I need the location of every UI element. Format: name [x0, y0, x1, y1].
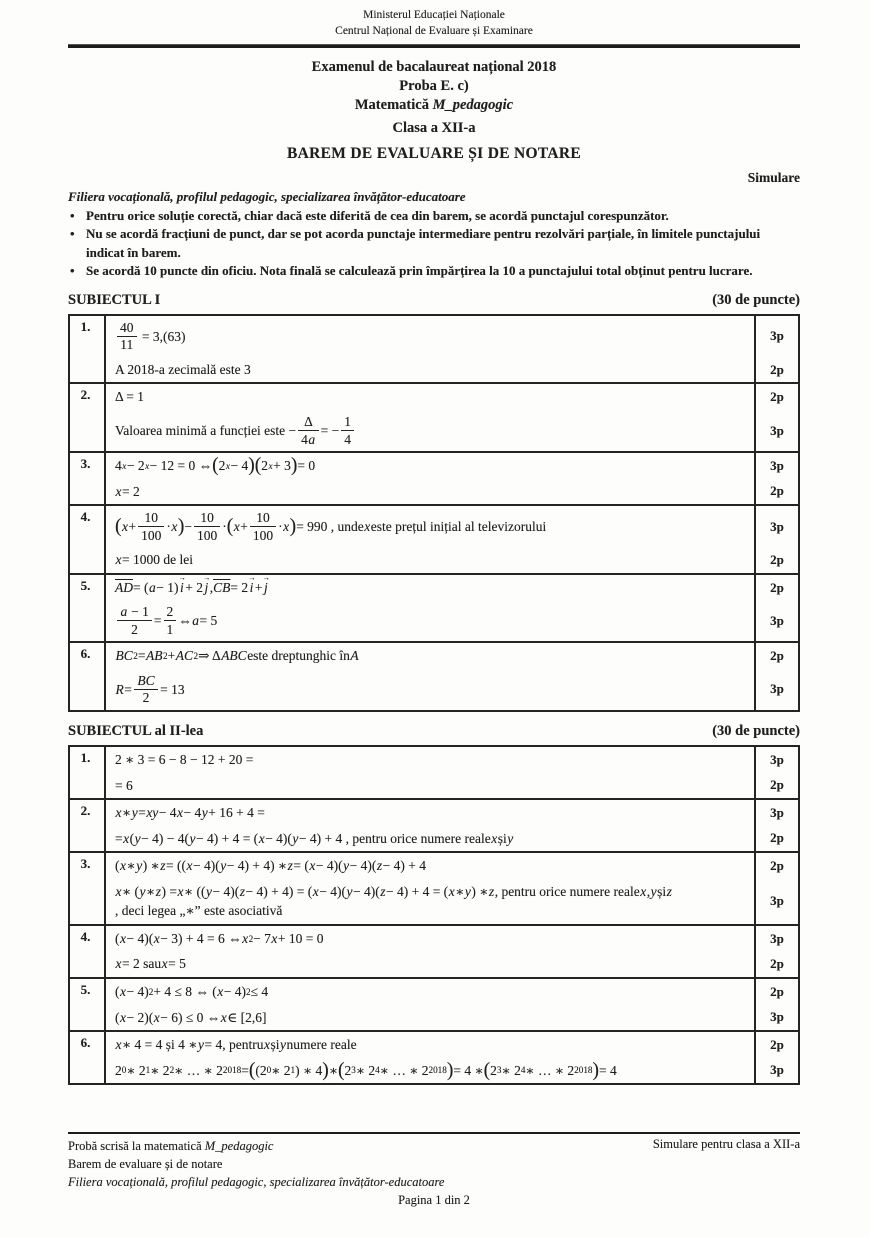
solution-line: [106, 879, 798, 924]
row-content: [106, 747, 798, 798]
page-footer: [68, 1132, 800, 1209]
points-cell: 3p: [754, 453, 798, 479]
section-points: (30 de puncte): [712, 291, 800, 308]
row-number: 1.: [70, 316, 106, 383]
solution-line: [106, 410, 798, 451]
footer-proba-line: [68, 1137, 444, 1155]
points-cell: 2p: [754, 479, 798, 505]
row-number: 2.: [70, 384, 106, 451]
row-content: [106, 384, 798, 451]
instruction-text: Se acordă 10 puncte din oficiu. Nota finală se calculează prin împărțirea la 10 a punctajului total obținut pentru lucrare.: [86, 263, 753, 279]
table-row: [70, 979, 798, 1032]
solution-line: [106, 747, 798, 773]
solution-text: x ∗ 4 = 4 și 4 ∗ y = 4, pentru x și y numere reale: [115, 1037, 357, 1053]
section-title: SUBIECTUL I: [68, 291, 161, 308]
solution-line: [106, 600, 798, 641]
subject-prefix: Matematică: [354, 97, 433, 114]
section-heading-1: [68, 292, 800, 309]
points-cell: 2p: [754, 1032, 798, 1058]
score-table-1: [68, 314, 800, 712]
solution-text: R = $\frac{BC}{2}$ = 13: [115, 672, 185, 706]
solution-line: [106, 506, 798, 547]
row-number: 4.: [70, 506, 106, 573]
solution-text: ( x − 4) 2 + 4 ≤ 8 ⇔ ( x − 4) 2 ≤ 4: [115, 984, 269, 999]
solution-text: BC 2 = AB 2 + AC 2 ⇒ Δ ABC este dreptunghic în A: [115, 648, 359, 664]
footer-proba-profile: M_pedagogic: [204, 1139, 274, 1154]
solution-line: [106, 853, 798, 879]
solution-text: $\frac{40}{11}$ = 3,(63): [106, 316, 754, 357]
solution-line: [106, 800, 798, 826]
row-content: [106, 979, 798, 1030]
solution-line: [106, 926, 798, 952]
row-content: [106, 643, 798, 710]
bullet-icon: •: [70, 226, 75, 242]
table-row: [70, 643, 798, 710]
points-cell: 2p: [754, 643, 798, 669]
subject-profile: M_pedagogic: [432, 97, 514, 114]
filiera-note: Filiera vocațională, profilul pedagogic, specializarea învățător-educatoare: [68, 189, 466, 205]
row-number: 5.: [70, 575, 106, 642]
solution-text: x = 2 sau x = 5: [115, 956, 186, 972]
instructions-list: [68, 207, 800, 281]
solution-text: 4 x − 2 x − 12 = 0 ⇔ ( 2 x − 4 ) ( 2 x + 3 ) = 0: [115, 455, 316, 476]
points-cell: 3p: [754, 1058, 798, 1084]
barem-title: BAREM DE EVALUARE ȘI DE NOTARE: [287, 145, 581, 163]
table-row: [70, 384, 798, 453]
table-row: [70, 316, 798, 385]
solution-line: [106, 1032, 798, 1058]
solution-line: [106, 979, 798, 1005]
proba-title: Proba E. c): [399, 78, 469, 95]
solution-text: ( x ∗ y ) ∗ z = (( x − 4)( y − 4) + 4) ∗ z = ( x − 4)( y − 4)( z − 4) + 4: [115, 858, 426, 874]
table-row: [70, 747, 798, 800]
instruction-item: [68, 262, 800, 280]
row-content: [106, 316, 798, 383]
section-points: (30 de puncte): [712, 722, 800, 739]
points-cell: 3p: [754, 316, 798, 357]
points-cell: 3p: [754, 747, 798, 773]
solution-line: [106, 384, 798, 410]
solution-line: [106, 316, 798, 357]
row-content: [106, 453, 798, 504]
solution-text: A 2018-a zecimală este 3: [115, 361, 251, 377]
points-cell: 3p: [754, 506, 798, 547]
row-number: 2.: [70, 800, 106, 851]
row-content: [106, 1032, 798, 1083]
row-content: [106, 926, 798, 977]
row-number: 5.: [70, 979, 106, 1030]
points-cell: 2p: [754, 547, 798, 573]
solution-line: [106, 773, 798, 799]
bullet-icon: •: [70, 208, 75, 224]
footer-left: [68, 1137, 444, 1191]
footer-simulare-label: Simulare pentru clasa a XII-a: [652, 1137, 800, 1152]
section-heading-2: [68, 723, 800, 740]
ministry-name: Ministerul Educației Naționale: [363, 9, 505, 21]
score-table-2: [68, 745, 800, 1085]
solution-text: ( x + $\frac{10}{100}$ · x ) − $\frac{10}{100}$ · ( x + $\frac{10}{100}$ · x ) = 990 , unde x este prețul inițial al televizorului: [115, 510, 547, 543]
exam-title: Examenul de bacalaureat național 2018: [311, 59, 557, 76]
center-name: Centrul Național de Evaluare și Examinare: [335, 24, 533, 37]
solution-line: [106, 1005, 798, 1031]
solution-text: = 6: [115, 777, 133, 793]
points-cell: 2p: [754, 384, 798, 410]
solution-text: $\frac{a - 1}{2}$ = $\frac{2}{1}$ ⇔ a = 5: [106, 600, 754, 641]
solution-text: x = 2: [115, 483, 140, 499]
points-cell: 2p: [754, 575, 798, 601]
title-block: [68, 58, 800, 163]
solution-text: Δ = 1: [115, 389, 145, 405]
table-row: [70, 853, 798, 926]
points-cell: 3p: [754, 926, 798, 952]
footer-rule: [68, 1132, 800, 1134]
row-number: 4.: [70, 926, 106, 977]
instruction-text: Pentru orice soluție corectă, chiar dacă este diferită de cea din barem, se acordă punctajul corespunzător.: [86, 208, 669, 224]
solution-text: ( x − 2)( x − 6) ≤ 0 ⇔ x ∈ [2,6]: [115, 1009, 267, 1025]
row-content: [106, 853, 798, 924]
solution-line: [106, 669, 798, 710]
points-cell: 3p: [754, 1005, 798, 1031]
solution-line: [106, 575, 798, 601]
solution-line: [106, 826, 798, 852]
solution-text: = x ( y − 4) − 4( y − 4) + 4 = ( x − 4)( y − 4) + 4 , pentru orice numere reale x și y: [115, 830, 514, 846]
solution-line: [106, 357, 798, 383]
solution-line: [106, 643, 798, 669]
row-content: [106, 800, 798, 851]
solution-line: [106, 453, 798, 479]
solution-text: x = 1000 de lei: [115, 552, 193, 568]
footer-barem-line: Barem de evaluare și de notare: [68, 1157, 223, 1172]
row-number: 6.: [70, 643, 106, 710]
table-row: [70, 926, 798, 979]
solution-line: [106, 479, 798, 505]
solution-text: x ∗ ( y ∗ z ) = x ∗ (( y − 4)( z − 4) + 4) = ( x − 4)( y − 4)( z − 4) + 4 = ( x ∗ y ) ∗ z , pentru orice numere reale x , y și z , deci legea „∗” este asociativă: [115, 883, 672, 919]
row-number: 1.: [70, 747, 106, 798]
instruction-text: Nu se acordă fracțiuni de punct, dar se pot acorda punctaje intermediare pentru rezolvări parțiale, în limitele punctajului indicat în barem.: [86, 226, 761, 260]
solution-line: [106, 951, 798, 977]
points-cell: 2p: [754, 979, 798, 1005]
points-cell: 2p: [754, 951, 798, 977]
points-cell: 2p: [754, 826, 798, 852]
row-number: 6.: [70, 1032, 106, 1083]
table-row: [70, 506, 798, 575]
points-cell: 3p: [754, 600, 798, 641]
bullet-icon: •: [70, 263, 75, 279]
solution-line: [106, 1058, 798, 1084]
points-cell: 2p: [754, 357, 798, 383]
row-content: [106, 506, 798, 573]
points-cell: 3p: [754, 800, 798, 826]
ministry-header: [68, 8, 800, 39]
footer-columns: [68, 1137, 800, 1191]
solution-text: Valoarea minimă a funcției este − $\frac{\Delta}{4a}$ = − $\frac{1}{4}$: [106, 410, 754, 451]
footer-filiera-line: Filiera vocațională, profilul pedagogic, specializarea învățător-educatoare: [68, 1175, 445, 1190]
points-cell: 3p: [754, 879, 798, 924]
section-title: SUBIECTUL al II-lea: [68, 722, 204, 739]
solution-text: $\overline{AD}$ = ( a − 1) → i + 2 → j , $\overline{CB}$ = 2 → i + → j: [106, 575, 754, 601]
points-cell: 3p: [754, 410, 798, 451]
table-row: [70, 1032, 798, 1083]
header-rule: [68, 44, 800, 48]
row-content: [106, 575, 798, 642]
class-title: Clasa a XII-a: [392, 120, 476, 137]
table-row: [70, 800, 798, 853]
instruction-item: [68, 207, 800, 225]
row-number: 3.: [70, 453, 106, 504]
row-number: 3.: [70, 853, 106, 924]
points-cell: 2p: [754, 853, 798, 879]
table-row: [70, 453, 798, 506]
subject-title: [68, 96, 800, 115]
points-cell: 3p: [754, 669, 798, 710]
solution-text: ( x − 4)( x − 3) + 4 = 6 ⇔ x 2 − 7 x + 10 = 0: [115, 930, 324, 946]
table-row: [70, 575, 798, 644]
solution-line: [106, 547, 798, 573]
points-cell: 2p: [754, 773, 798, 799]
simulare-label: Simulare: [747, 170, 800, 186]
page-number: Pagina 1 din 2: [398, 1192, 470, 1207]
instruction-item: [68, 225, 800, 262]
footer-proba-prefix: Probă scrisă la matematică: [68, 1139, 205, 1154]
solution-text: x ∗ y = xy − 4 x − 4 y + 16 + 4 =: [115, 805, 265, 821]
solution-text: 2 0 ∗ 2 1 ∗ 2 2 ∗ … ∗ 2 2018 = ( (2 0 ∗ 2 1 ) ∗ 4 ) ∗ ( 2 3 ∗ 2 4 ∗ … ∗ 2 2018 ) = 4 ∗ ( 2 3 ∗ 2 4 ∗ … ∗ 2 2018 ) = 4: [115, 1059, 617, 1081]
solution-text: 2 ∗ 3 = 6 − 8 − 12 + 20 =: [115, 751, 254, 767]
